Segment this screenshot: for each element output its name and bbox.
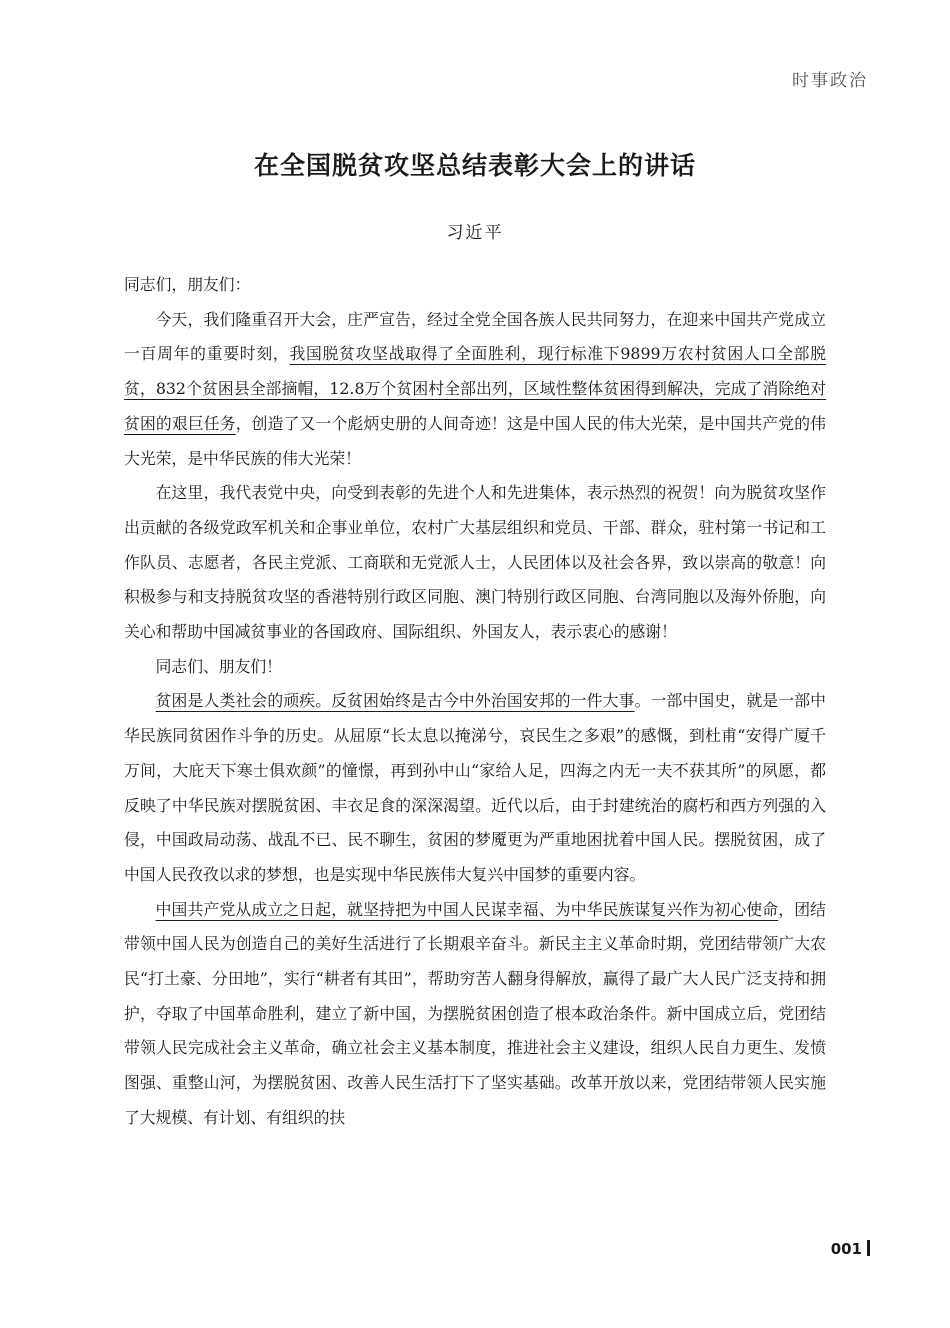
paragraph-1 (124, 303, 826, 477)
author-name: 习近平 (446, 223, 504, 243)
paragraph-1-underlined: 我国脱贫攻坚战取得了全面胜利，现行标准下9899万农村贫困人口全部脱贫，832个贫困县全部摘帽，12.8万个贫困村全部出列，区域性整体贫困得到解决，完成了消除绝对贫困的艰巨任务 (124, 344, 826, 433)
article-body (124, 268, 826, 1136)
section-label: 时事政治 (792, 71, 868, 91)
paragraph-5-text: ，团结带领中国人民为创造自己的美好生活进行了长期艰辛奋斗。新民主主义革命时期，党团结带领广大农民“打土豪、分田地”，实行“耕者有其田”，帮助穷苦人翻身得解放，赢得了最广大人民广泛支持和拥护，夺取了中国革命胜利，建立了新中国，为摆脱贫困创造了根本政治条件。新中国成立后，党团结带领人民完成社会主义革命，确立社会主义基本制度，推进社会主义建设，组织人民自力更生、发愤图强、重整山河，为摆脱贫困、改善人民生活打下了坚实基础。改革开放以来，党团结带领人民实施了大规模、有计划、有组织的扶 (124, 899, 826, 1127)
page-number: 001 (830, 1240, 862, 1258)
salutation: 同志们，朋友们： (124, 275, 251, 294)
paragraph-2: 在这里，我代表党中央，向受到表彰的先进个人和先进集体，表示热烈的祝贺！向为脱贫攻坚作出贡献的各级党政军机关和企事业单位，农村广大基层组织和党员、干部、群众，驻村第一书记和工作队员、志愿者，各民主党派、工商联和无党派人士，人民团体以及社会各界，致以崇高的敬意！向积极参与和支持脱贫攻坚的香港特别行政区同胞、澳门特别行政区同胞、台湾同胞以及海外侨胞，向关心和帮助中国减贫事业的各国政府、国际组织、外国友人，表示衷心的感谢！ (124, 483, 826, 642)
paragraph-5-underlined: 中国共产党从成立之日起，就坚持把为中国人民谋幸福、为中华民族谋复兴作为初心使命 (155, 899, 779, 919)
paragraph-4-text: 。一部中国史，就是一部中华民族同贫困作斗争的历史。从屈原“长太息以掩涕兮，哀民生之多艰”的感慨，到杜甫“安得广厦千万间，大庇天下寒士俱欢颜”的憧憬，再到孙中山“家给人足，四海之内无一夫不获其所”的夙愿，都反映了中华民族对摆脱贫困、丰衣足食的深深渴望。近代以后，由于封建统治的腐朽和西方列强的入侵，中国政局动荡、战乱不已、民不聊生，贫困的梦魇更为严重地困扰着中国人民。摆脱贫困，成了中国人民孜孜以求的梦想，也是实现中华民族伟大复兴中国梦的重要内容。 (124, 691, 826, 884)
paragraph-4 (124, 684, 826, 892)
paragraph-1-text-b: ，创造了又一个彪炳史册的人间奇迹！这是中国人民的伟大光荣，是中国共产党的伟大光荣，是中华民族的伟大光荣！ (124, 413, 826, 468)
paragraph-5 (124, 893, 826, 1136)
article-title: 在全国脱贫攻坚总结表彰大会上的讲话 (253, 151, 696, 180)
paragraph-1-text-a: 今天，我们隆重召开大会，庄严宣告，经过全党全国各族人民共同努力，在迎来中国共产党成立一百周年的重要时刻， (124, 309, 826, 364)
paragraph-4-underlined: 贫困是人类社会的顽疾。反贫困始终是古今中外治国安邦的一件大事 (155, 691, 635, 711)
page-number-bar (867, 1240, 870, 1256)
paragraph-3: 同志们、朋友们！ (155, 656, 282, 676)
